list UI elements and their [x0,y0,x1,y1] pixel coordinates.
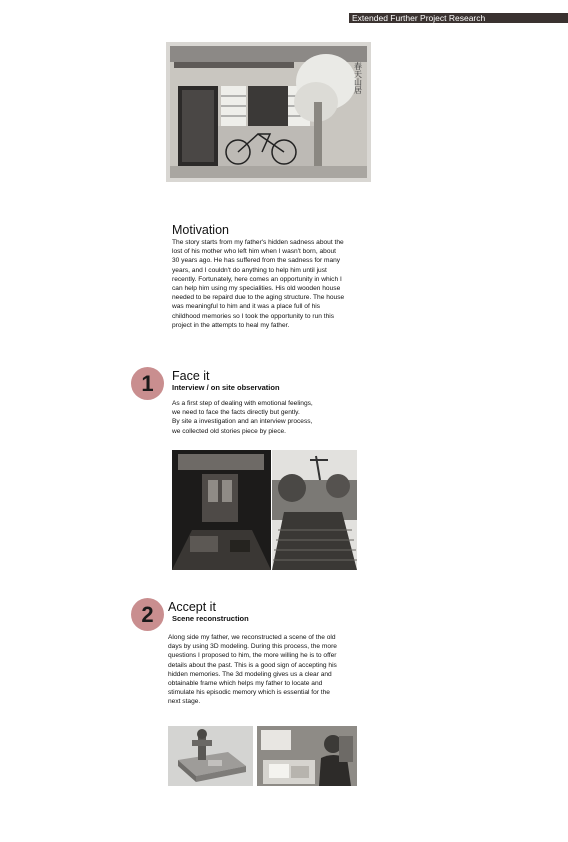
step-1-badge: 1 [131,367,164,400]
step-1-line: we need to face the facts directly but gently. [172,409,300,417]
motivation-line: The story starts from my father's hidden sadness about the [172,239,344,246]
step-1-title: Face it [172,369,210,383]
interview-photo [257,726,357,786]
3d-model-illustration [168,726,253,786]
step-2-paragraph [168,633,337,707]
motivation-line: project in the attempts to heal my father. [172,321,290,329]
interview-illustration [257,726,357,786]
step-2-line: next stage. [168,698,201,706]
step-1-subtitle: Interview / on site observation [172,383,280,392]
step-2-line: Along side my father, we reconstructed a scene of the old [168,634,336,641]
step-2-line: details about the past. This is a good sign of accepting his [168,661,337,669]
step-2-badge: 2 [131,598,164,631]
roof-illustration [272,450,357,570]
step-1-line: As a first step of dealing with emotional feelings, [172,400,313,407]
3d-model-render [168,726,253,786]
roof-photo [272,450,357,570]
header-title: Extended Further Project Research [352,13,486,23]
step-2-subtitle: Scene reconstruction [172,614,249,623]
motivation-line: recently. Fortunately, here comes an opportunity in which I [172,275,342,283]
step-2-line: hidden memories. The 3d modeling gives us a clear and [168,670,332,678]
step-1-line: By site a investigation and an interview process, [172,418,313,426]
motivation-line: can help him using my specialities. His old wooden house [172,285,341,293]
step-1-paragraph [172,399,313,436]
step-2-line: questions I proposed to him, the more willing he is to offer [168,652,337,660]
interior-illustration [172,450,271,570]
motivation-line: lost of his mother who left him when I wasn't born, about [172,248,336,256]
step-1-line: we collected old stories piece by piece. [172,427,286,435]
motivation-paragraph [172,238,344,330]
motivation-line: 30 years ago. He has suffered from the sadness for many [172,257,341,265]
step-2-title: Accept it [168,600,216,614]
step-2-line: days by using 3D modeling. During this process, the more [168,643,337,651]
hero-caption-glyphs: 春天山居 [353,62,363,94]
motivation-line: years, and I couldn't do anything to help him until just [172,266,327,274]
motivation-line: needed to be repaird due to the aging structure. The house [172,294,345,302]
interior-photo [172,450,271,570]
motivation-line: was meaningful to him and it was a place full of his [172,303,321,311]
hero-house-illustration [166,42,371,182]
step-2-line: obtainable frame which helps my father to locate and [168,680,323,688]
step-2-line: stimulate his episodic memory which is essential for the [168,689,330,697]
header-bar [349,13,568,23]
hero-house-photo [166,42,371,182]
motivation-line: childhood memories so I took the opportunity to run this [172,312,335,320]
motivation-title: Motivation [172,223,229,237]
